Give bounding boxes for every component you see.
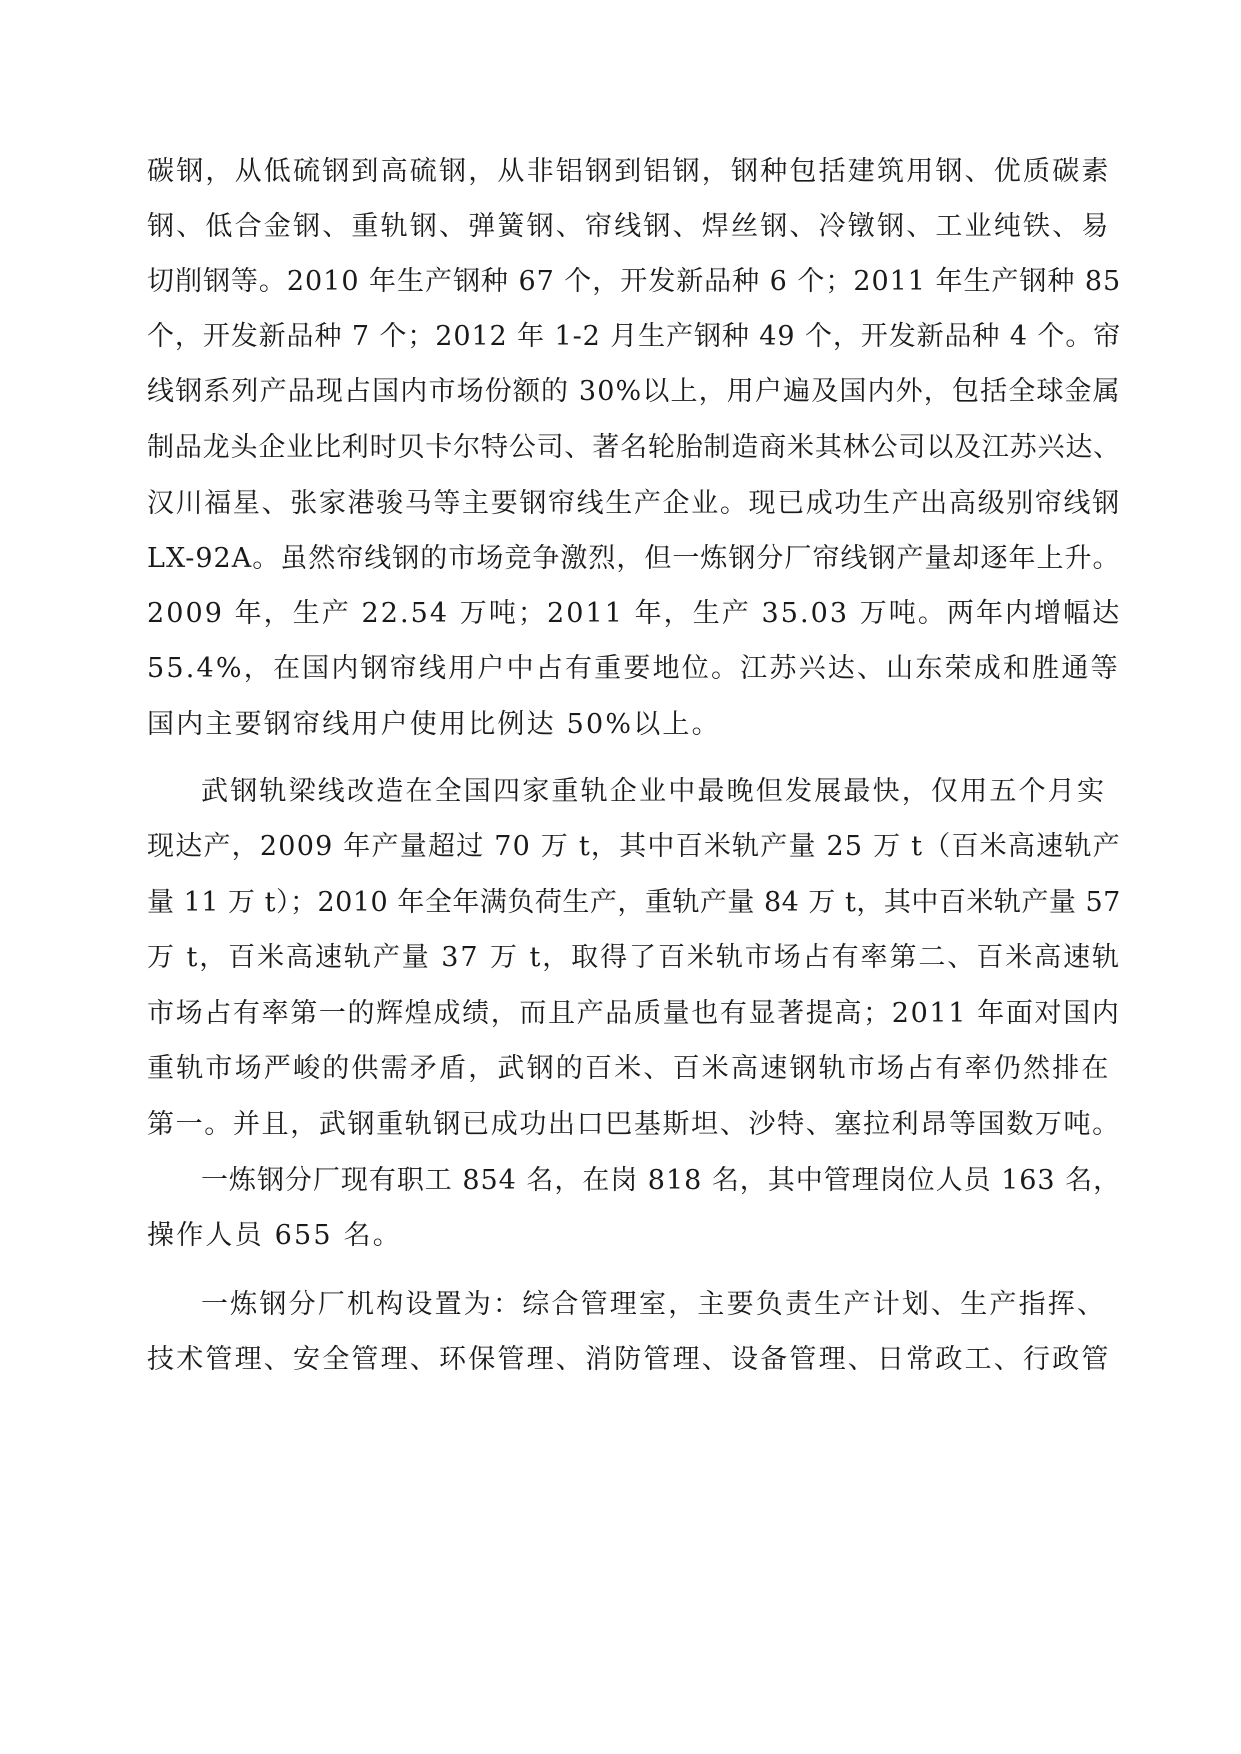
paragraph-first-line: 一炼钢分厂现有职工 854 名，在岗 818 名，其中管理岗位人员 163 名，: [201, 1165, 1122, 1196]
text-line: 第一。并且，武钢重轨钢已成功出口巴基斯坦、沙特、塞拉利昂等国数万吨。: [147, 1109, 1121, 1140]
paragraph-first-line: 一炼钢分厂机构设置为：综合管理室，主要负责生产计划、生产指挥、: [201, 1289, 1107, 1320]
paragraph-first-line: 武钢轨梁线改造在全国四家重轨企业中最晚但发展最快，仅用五个月实: [201, 776, 1107, 807]
text-line: 汉川福星、张家港骏马等主要钢帘线生产企业。现已成功生产出高级别帘线钢: [147, 488, 1121, 519]
text-line: 切削钢等。2010 年生产钢种 67 个，开发新品种 6 个；2011 年生产钢种 85: [147, 266, 1122, 297]
text-line: 线钢系列产品现占国内市场份额的 30%以上，用户遍及国内外，包括全球金属: [147, 376, 1121, 407]
text-line: 万 t，百米高速轨产量 37 万 t，取得了百米轨市场占有率第二、百米高速轨: [147, 942, 1121, 973]
text-line: 现达产，2009 年产量超过 70 万 t，其中百米轨产量 25 万 t（百米高速轨产: [147, 831, 1121, 862]
text-line: 碳钢，从低硫钢到高硫钢，从非铝钢到铝钢，钢种包括建筑用钢、优质碳素: [147, 156, 1111, 187]
text-line: 55.4%，在国内钢帘线用户中占有重要地位。江苏兴达、山东荣成和胜通等: [147, 653, 1120, 684]
text-line: 重轨市场严峻的供需矛盾，武钢的百米、百米高速钢轨市场占有率仍然排在: [147, 1053, 1111, 1084]
text-line: 操作人员 655 名。: [147, 1220, 402, 1251]
text-line: 2009 年，生产 22.54 万吨；2011 年，生产 35.03 万吨。两年内增幅达: [147, 598, 1122, 629]
text-line: 制品龙头企业比利时贝卡尔特公司、著名轮胎制造商米其林公司以及江苏兴达、: [147, 432, 1121, 463]
text-line: 钢、低合金钢、重轨钢、弹簧钢、帘线钢、焊丝钢、冷镦钢、工业纯铁、易: [147, 211, 1111, 242]
text-line: 个，开发新品种 7 个；2012 年 1-2 月生产钢种 49 个，开发新品种 4 个。帘: [147, 321, 1122, 352]
text-line: 量 11 万 t）；2010 年全年满负荷生产，重轨产量 84 万 t，其中百米轨产量 57: [147, 887, 1121, 918]
text-line: 国内主要钢帘线用户使用比例达 50%以上。: [147, 709, 721, 740]
text-line: 市场占有率第一的辉煌成绩，而且产品质量也有显著提高；2011 年面对国内: [147, 998, 1121, 1029]
text-line: LX-92A。虽然帘线钢的市场竞争激烈，但一炼钢分厂帘线钢产量却逐年上升。: [147, 543, 1121, 574]
text-line: 技术管理、安全管理、环保管理、消防管理、设备管理、日常政工、行政管: [147, 1344, 1111, 1375]
